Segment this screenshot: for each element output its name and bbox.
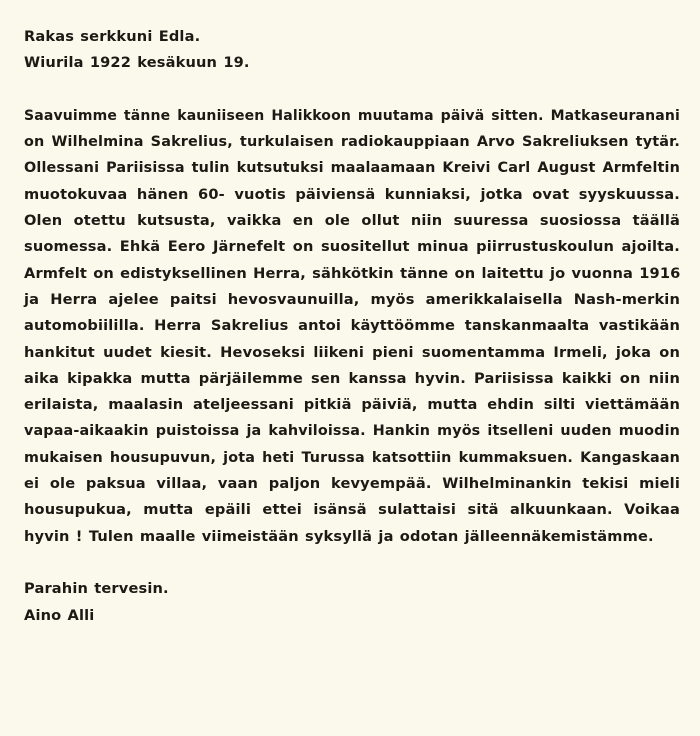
body-line: hankitut uudet kiesit. Hevoseksi liikeni pieni suomentamma Irmeli, joka on — [24, 343, 680, 361]
paragraph-gap — [24, 77, 680, 103]
body-line: muotokuvaa hänen 60- vuotis päiviensä kunniaksi, jotka ovat syyskuussa. — [24, 185, 680, 203]
body-line-last: hyvin ! Tulen maalle viimeistään syksyllä ja odotan jälleennäkemistämme. — [24, 527, 654, 545]
body-line: housupukua, mutta epäili ettei isänsä sulattaisi sitä alkuunkaan. Voikaa — [24, 501, 680, 519]
body-line: mukaisen housupuvun, jota heti Turussa katsottiin kummaksuen. Kangaskaan — [24, 449, 680, 466]
body-line: aika kipakka mutta pärjäilemme sen kanssa hyvin. Pariisissa kaikki on niin — [24, 369, 680, 387]
body-line: ja Herra ajelee paitsi hevosvaunuilla, myös amerikkalaisella Nash-merkin — [24, 290, 680, 308]
letter — [24, 24, 680, 629]
salutation: Rakas serkkuni Edla. — [24, 28, 201, 45]
place-date: Wiurila 1922 kesäkuun 19. — [24, 54, 250, 72]
body-line: Olen otettu kutsusta, vaikka en ole ollut niin suuressa suosiossa täällä — [24, 212, 680, 230]
body-line: erilaista, maalasin ateljeessani pitkiä päiviä, mutta ehdin silti viettämään — [24, 396, 680, 414]
body-line: Armfelt on edistyksellinen Herra, sähkötkin tänne on laitettu jo vuonna 1916 — [24, 264, 681, 282]
body-line: suomessa. Ehkä Eero Järnefelt on suositellut minua piirrustuskoulun ajoilta. — [24, 238, 680, 256]
body-line: vapaa-aikaakin puistoissa ja kahviloissa. Hankin myös itselleni uuden muodin — [24, 423, 680, 440]
body-line: Saavuimme tänne kauniiseen Halikkoon muutama päivä sitten. Matkaseuranani — [24, 107, 680, 124]
paragraph-gap — [24, 550, 680, 576]
body-line: automobiililla. Herra Sakrelius antoi käyttöömme tanskanmaalta vastikään — [24, 317, 680, 335]
body-line: ei ole paksua villaa, vaan paljon kevyempää. Wilhelminankin tekisi mieli — [24, 475, 680, 493]
body-line: on Wilhelmina Sakrelius, turkulaisen radiokauppiaan Arvo Sakreliuksen tytär. — [24, 134, 680, 151]
letter-body — [24, 103, 680, 550]
signature: Aino Alli — [24, 606, 95, 624]
closing: Parahin tervesin. — [24, 580, 169, 598]
body-line: Ollessani Pariisissa tulin kutsutuksi maalaamaan Kreivi Carl August Armfeltin — [24, 160, 680, 177]
